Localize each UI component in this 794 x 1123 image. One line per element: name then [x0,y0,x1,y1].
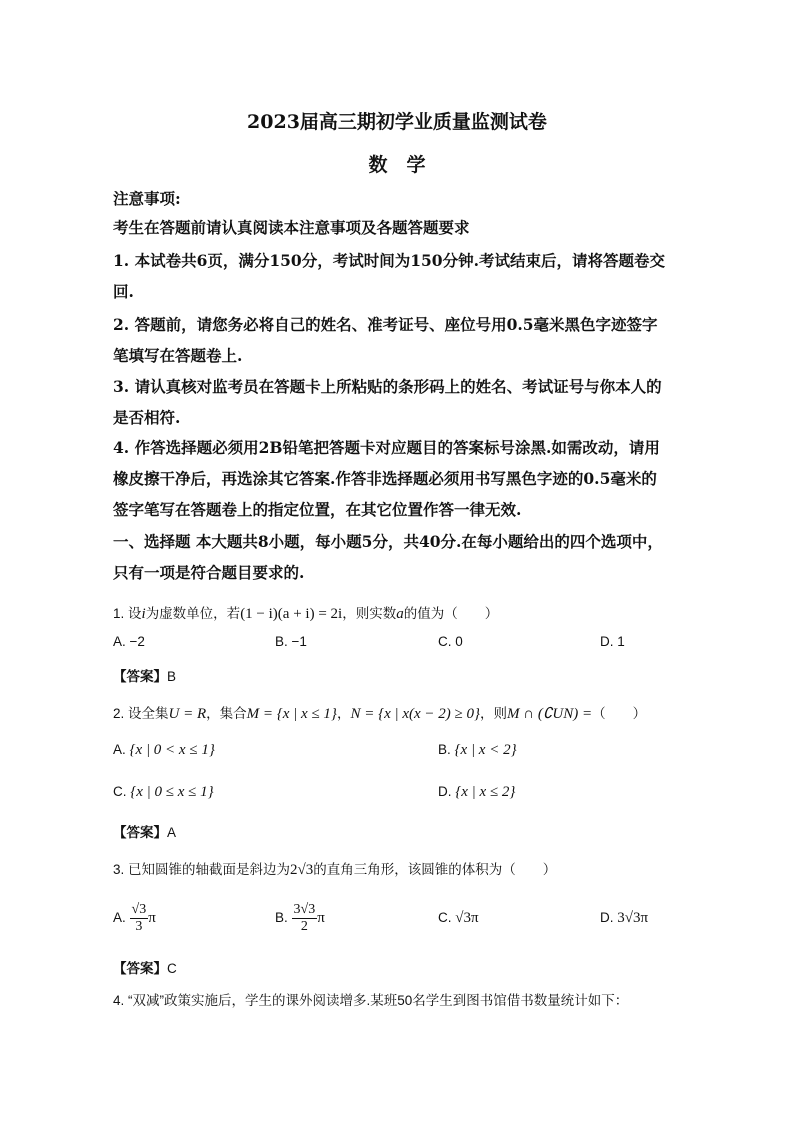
math-expr: a [396,606,404,622]
notice-line: 橡皮擦干净后，再选涂其它答案.作答非选择题必须用书写黑色字迹的0.5毫米的 [113,469,657,488]
notice-line: 是否相符. [113,408,181,427]
q1-answer: 【答案】B [113,669,177,684]
q2-answer: 【答案】A [113,825,177,840]
q2-option-c: C. {x | 0 ≤ x ≤ 1} [113,784,214,800]
q3-option-b: B. $\frac{3√3}{2}$ π [275,902,325,934]
question-3: 3. 已知圆锥的轴截面是斜边为2√3的直角三角形，该圆锥的体积为（ ） [113,862,557,878]
notice-line: 签字笔写在答题卷上的指定位置，在其它位置作答一律无效. [113,500,522,519]
exam-title: 2023届高三期初学业质量监测试卷 [247,111,547,133]
q1-option-b: B. −1 [275,634,307,649]
q3-option-a: A. $\frac{√3}{3}$ π [113,902,156,934]
notice-line: 4. 作答选择题必须用2B铅笔把答题卡对应题目的答案标号涂黑.如需改动，请用 [113,438,660,457]
math-expr: M = {x | x ≤ 1} [246,706,337,722]
question-1: 1. 设i为虚数单位，若(1 − i)(a + i) = 2i，则实数a的值为（ ） [113,606,499,622]
q1-option-c: C. 0 [438,634,463,649]
q1-option-a: A. −2 [113,634,145,649]
q2-option-d: D. {x | x ≤ 2} [438,784,516,800]
question-4: 4. “双减”政策实施后，学生的课外阅读增多.某班50名学生到图书馆借书数量统计如下： [113,993,629,1008]
notice-line: 3. 请认真核对监考员在答题卡上所粘贴的条形码上的姓名、考试证号与你本人的 [113,377,662,396]
math-expr: U = R [168,706,207,722]
math-expr: (1 − i)(a + i) = 2i [240,606,343,622]
math-expr: i [141,606,146,622]
math-expr: 2√3 [290,862,314,878]
math-expr: N = {x | x(x − 2) ≥ 0} [350,706,481,722]
section-heading: 一、选择题 本大题共8小题，每小题5分，共40分.在每小题给出的四个选项中， [113,532,663,551]
notice-line: 回. [113,282,134,301]
q2-option-b: B. {x | x < 2} [438,742,517,758]
math-expr: M ∩ (∁UN) = [507,706,593,722]
notice-intro: 考生在答题前请认真阅读本注意事项及各题答题要求 [113,218,470,237]
subject-title: 数 学 [368,154,426,176]
section-heading-cont: 只有一项是符合题目要求的. [113,563,305,582]
notice-line: 笔填写在答题卷上. [113,346,243,365]
q3-answer: 【答案】C [113,961,177,976]
notice-line: 2. 答题前，请您务必将自己的姓名、准考证号、座位号用0.5毫米黑色字迹签字 [113,315,658,334]
q2-option-a: A. {x | 0 < x ≤ 1} [113,742,215,758]
question-2: 2. 设全集U = R，集合M = {x | x ≤ 1}，N = {x | x(x − 2) ≥ 0}，则M ∩ (∁UN) =（ ） [113,706,647,722]
fraction: $\frac{3√3}{2}$ [293,902,316,934]
q3-option-c: C. √3π [438,910,479,926]
notice-line: 1. 本试卷共6页，满分150分，考试时间为150分钟.考试结束后，请将答题卷交 [113,251,665,270]
q3-option-d: D. 3√3π [600,910,649,926]
fraction: $\frac{√3}{3}$ [131,902,147,934]
q1-option-d: D. 1 [600,634,625,649]
notice-heading: 注意事项: [113,189,181,208]
